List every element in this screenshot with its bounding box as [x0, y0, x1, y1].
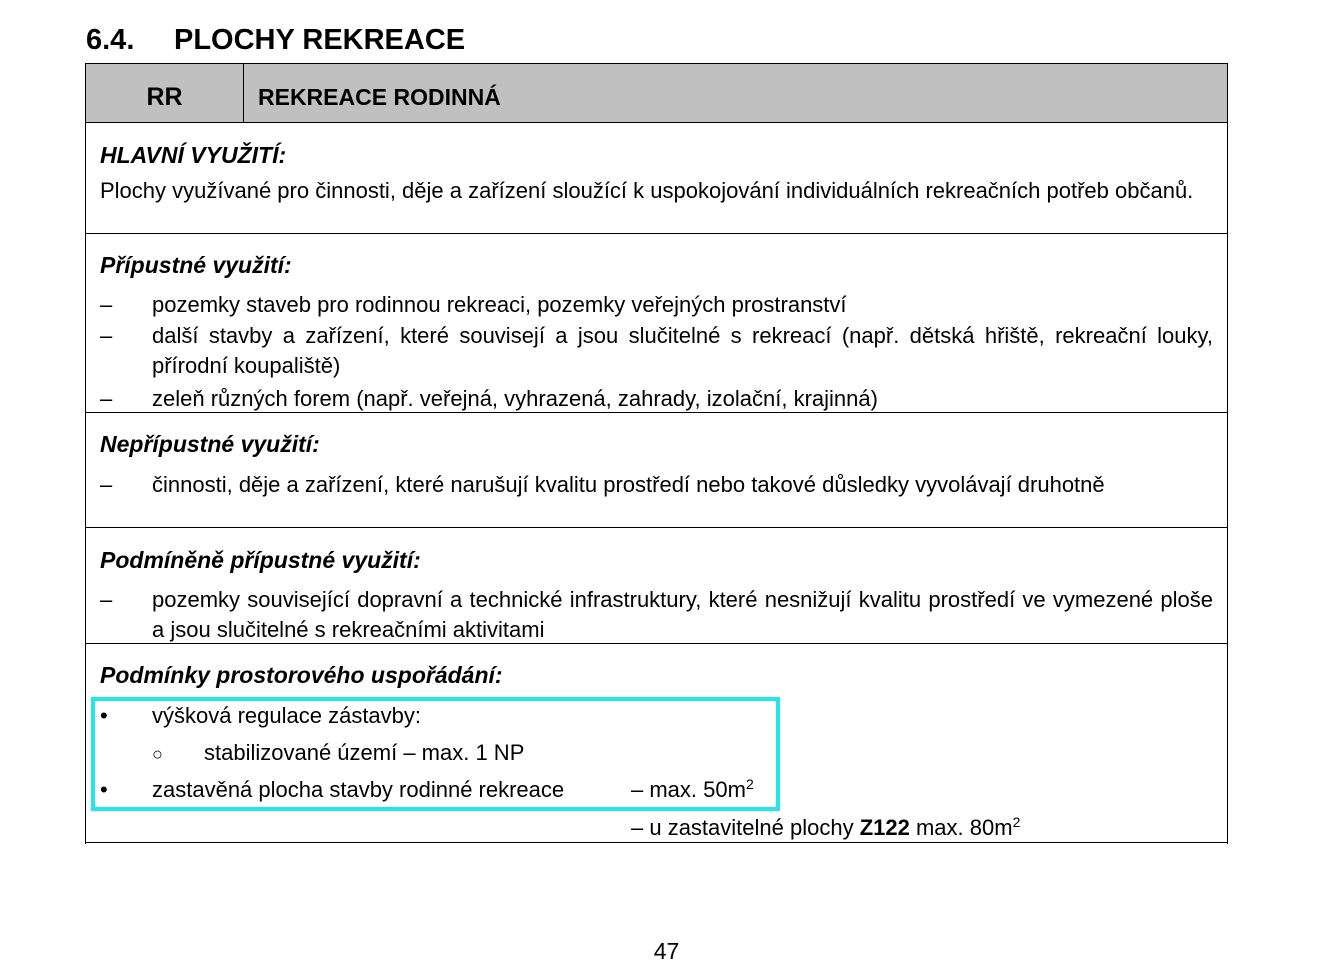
limit-text: max. 80m	[909, 815, 1013, 840]
list-item-text: další stavby a zařízení, které souvisejí a jsou slučitelné s rekreací (např. dětská hřiště, rekreační louky, přírodní koupaliště)	[152, 323, 1213, 378]
bullet-marker: •	[100, 777, 108, 802]
table-bottom-border	[86, 842, 1227, 843]
row-divider	[86, 527, 1227, 528]
row-divider	[86, 643, 1227, 644]
dash-marker: –	[100, 323, 113, 348]
list-item	[100, 470, 1213, 500]
list-item	[100, 585, 1213, 645]
dash-marker: –	[100, 587, 113, 612]
page-number: 47	[653, 938, 680, 964]
sub-list-item-text: stabilizované území – max. 1 NP	[204, 740, 525, 765]
section-number: 6.4.	[86, 24, 135, 56]
zone-code: RR	[146, 83, 183, 111]
list-item-text: zeleň různých forem (např. veřejná, vyhrazená, zahrady, izolační, krajinná)	[152, 386, 878, 411]
superscript: 2	[745, 776, 754, 792]
main-use-text: Plochy využívané pro činnosti, děje a zařízení sloužící k uspokojování individuálních rekreačních potřeb občanů.	[100, 178, 1194, 203]
list-item-text: pozemky související dopravní a technické infrastruktury, které nesnižují kvalitu prostředí ve vymezené ploše a jsou slučitelné s rekreačními aktivitami	[152, 587, 1213, 642]
conditional-use-heading: Podmíněně přípustné využití:	[100, 547, 421, 573]
main-use-heading: HLAVNÍ VYUŽITÍ:	[100, 142, 287, 168]
zone-title: REKREACE RODINNÁ	[258, 84, 501, 110]
bullet-marker: •	[100, 703, 108, 728]
list-item-text: výšková regulace zástavby:	[152, 703, 422, 728]
limit-text: – max. 50m	[631, 777, 746, 802]
row-divider	[86, 412, 1227, 413]
z122-limit	[631, 813, 1020, 843]
highlight-box	[91, 697, 780, 811]
dash-marker: –	[100, 386, 113, 411]
spatial-conditions-heading: Podmínky prostorového uspořádání:	[100, 662, 503, 688]
list-item	[100, 290, 1213, 320]
list-item-text: zastavěná plocha stavby rodinné rekreace	[152, 777, 565, 802]
circle-marker: ○	[152, 744, 163, 764]
row-divider	[86, 233, 1227, 234]
list-item-text: pozemky staveb pro rodinnou rekreaci, pozemky veřejných prostranství	[152, 292, 847, 317]
header-divider	[243, 64, 244, 122]
permitted-use-heading: Přípustné využití:	[100, 252, 292, 278]
list-item	[100, 321, 1213, 381]
table-header	[86, 64, 1227, 123]
list-item	[100, 384, 1213, 414]
plot-code: Z122	[859, 815, 910, 840]
list-item-text: činnosti, děje a zařízení, které narušují kvalitu prostředí nebo takové důsledky vyvolávají druhotně	[152, 472, 1105, 497]
dash-marker: –	[100, 292, 113, 317]
dash-marker: –	[100, 472, 113, 497]
prohibited-use-heading: Nepřípustné využití:	[100, 431, 320, 457]
superscript: 2	[1012, 814, 1021, 830]
section-title: PLOCHY REKREACE	[174, 24, 466, 56]
section-heading	[86, 22, 465, 58]
limit-text: – u zastavitelné plochy	[631, 815, 860, 840]
